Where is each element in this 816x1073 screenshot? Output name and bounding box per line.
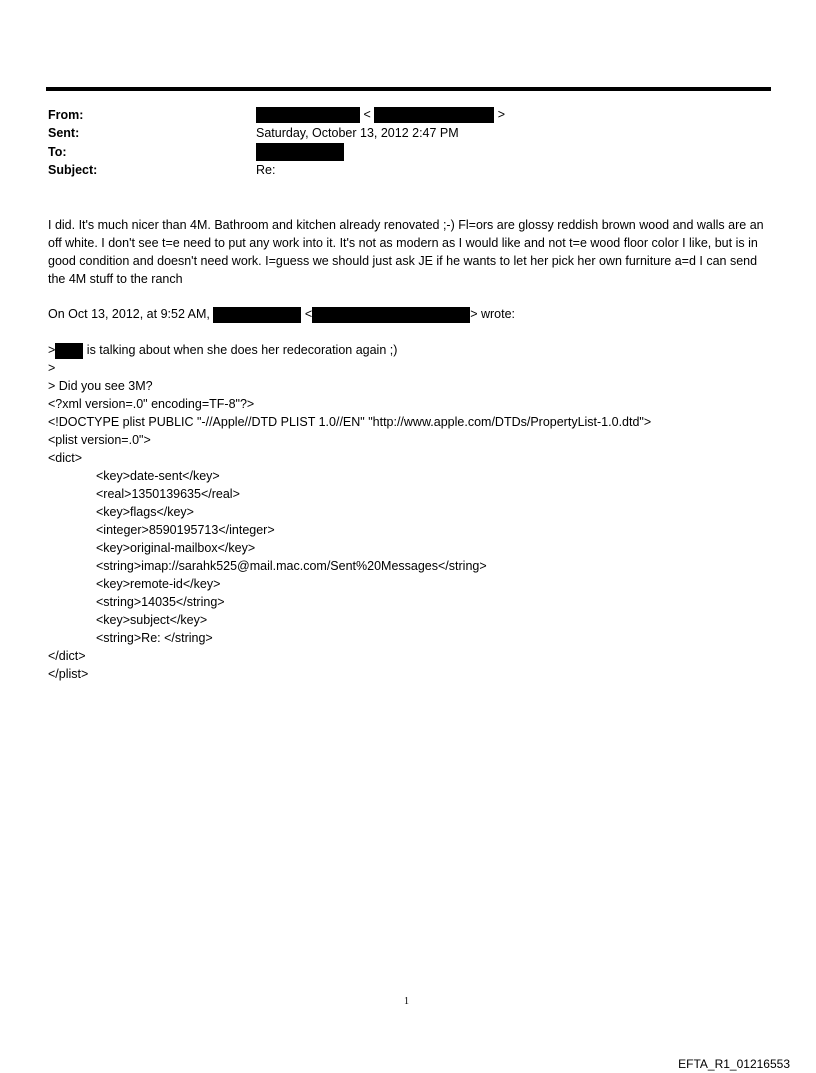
from-value	[256, 107, 505, 123]
plist-line: <string>Re: </string>	[96, 631, 213, 645]
quote-line-2: >	[48, 361, 56, 375]
subject-label: Subject:	[48, 163, 98, 177]
plist-line: <string>14035</string>	[96, 595, 225, 609]
quote-line-1	[48, 341, 397, 359]
redacted-sender-email	[374, 107, 494, 123]
plist-line: <key>original-mailbox</key>	[96, 541, 256, 555]
quote-marker: >	[48, 343, 56, 357]
sent-label: Sent:	[48, 126, 80, 140]
to-label: To:	[48, 145, 67, 159]
redacted-name-inline	[55, 343, 83, 359]
to-value	[256, 143, 344, 161]
plist-dict-close: </dict>	[48, 649, 86, 663]
plist-line: <key>subject</key>	[96, 613, 208, 627]
quote-intro-suffix: > wrote:	[470, 307, 515, 321]
redacted-quoted-email	[312, 307, 470, 323]
plist-dict-open: <dict>	[48, 451, 83, 465]
page-number: 1	[404, 996, 409, 1007]
quote-intro	[48, 305, 515, 323]
sent-value: Saturday, October 13, 2012 2:47 PM	[256, 126, 459, 140]
redacted-recipient	[256, 143, 344, 161]
plist-xml-decl: <?xml version=.0" encoding=TF-8"?>	[48, 397, 255, 411]
plist-line: <key>date-sent</key>	[96, 469, 220, 483]
quote-line-1-text: is talking about when she does her redecoration again ;)	[83, 343, 398, 357]
message-body: I did. It's much nicer than 4M. Bathroom and kitchen already renovated ;-) Fl=ors are glossy reddish brown wood and walls are an off white. I don't see t=e need to put any work into it. It's not as modern as I would like and not t=e wood floor color I like, but is in good condition and doesn't need work. I=guess we should just ask JE if he wants to let her pick her own furniture a=d I can send the 4M stuff to the ranch	[48, 218, 764, 286]
plist-line: <key>remote-id</key>	[96, 577, 221, 591]
from-gt: >	[497, 107, 506, 122]
plist-line: <integer>8590195713</integer>	[96, 523, 275, 537]
header-rule	[46, 87, 771, 91]
plist-open: <plist version=.0">	[48, 433, 151, 447]
plist-line: <string>imap://sarahk525@mail.mac.com/Sent%20Messages</string>	[96, 559, 487, 573]
plist-line: <real>1350139635</real>	[96, 487, 240, 501]
redacted-sender-name	[256, 107, 360, 123]
redacted-quoted-sender	[213, 307, 301, 323]
plist-line: <key>flags</key>	[96, 505, 194, 519]
plist-close: </plist>	[48, 667, 89, 681]
quote-line-3: > Did you see 3M?	[48, 379, 153, 393]
plist-doctype: <!DOCTYPE plist PUBLIC "-//Apple//DTD PLIST 1.0//EN" "http://www.apple.com/DTDs/PropertyList-1.0.dtd">	[48, 415, 652, 429]
quote-intro-prefix: On Oct 13, 2012, at 9:52 AM,	[48, 307, 210, 321]
document-id: EFTA_R1_01216553	[678, 1057, 790, 1071]
quote-intro-lt: <	[304, 307, 313, 321]
from-label: From:	[48, 108, 84, 122]
subject-value: Re:	[256, 163, 276, 177]
from-lt: <	[363, 107, 371, 122]
